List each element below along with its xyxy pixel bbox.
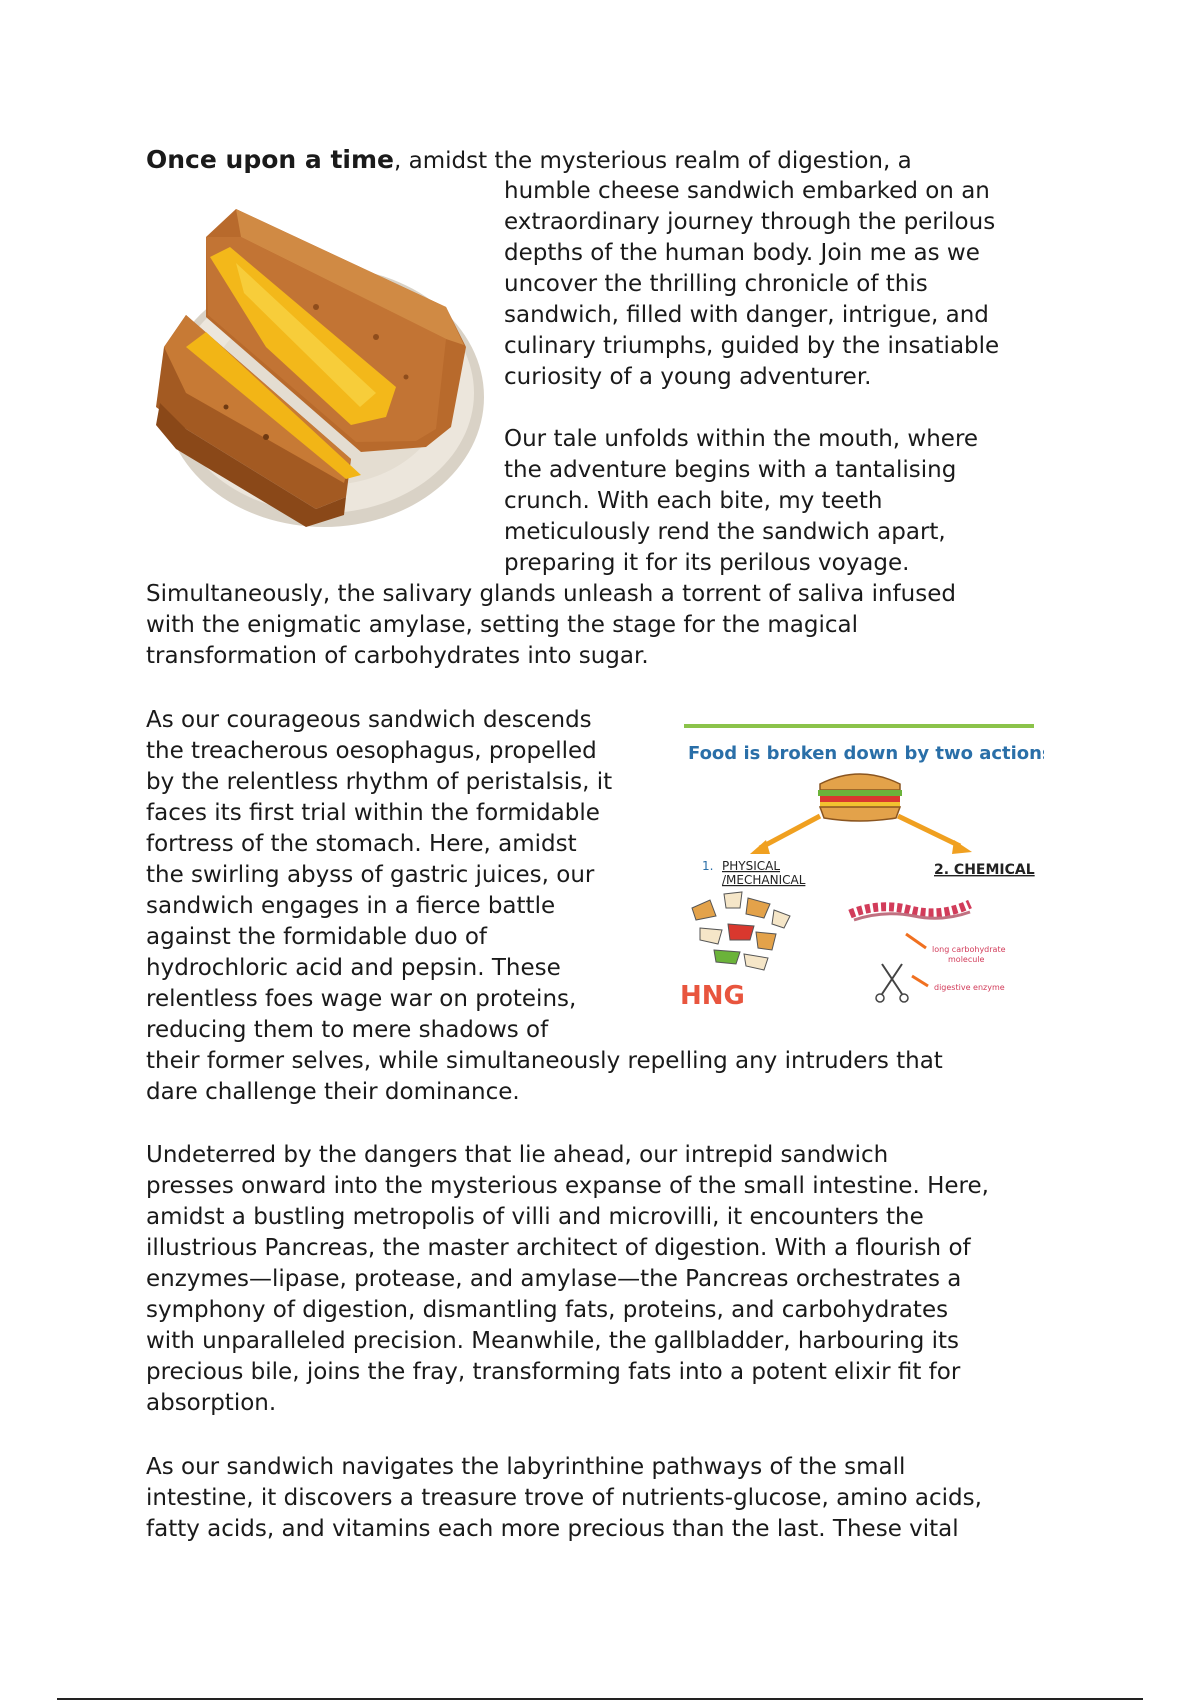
mouth-line: with the enigmatic amylase, setting the stage for the magical: [146, 612, 858, 638]
mouth-line: meticulously rend the sandwich apart,: [504, 519, 946, 545]
intro-first-line: [146, 144, 912, 177]
mouth-line: crunch. With each bite, my teeth: [504, 488, 883, 514]
enzyme-pointer-icon: [912, 976, 928, 986]
diagram-title: Food is broken down by two actions:: [688, 743, 1044, 764]
stomach-line: by the relentless rhythm of peristalsis, it: [146, 769, 613, 795]
intestine-line: symphony of digestion, dismantling fats, proteins, and carbohydrates: [146, 1297, 949, 1323]
intro-line: culinary triumphs, guided by the insatiable: [504, 333, 1000, 359]
mouth-line: Our tale unfolds within the mouth, where: [504, 426, 979, 452]
stomach-line: their former selves, while simultaneously repelling any intruders that: [146, 1048, 943, 1074]
intestine-line: enzymes—lipase, protease, and amylase—the Pancreas orchestrates a: [146, 1266, 962, 1292]
stomach-line: faces its first trial within the formidable: [146, 800, 600, 826]
enzyme-label: digestive enzyme: [934, 983, 1005, 992]
digestion-diagram: [670, 718, 1044, 1018]
intro-line: uncover the thrilling chronicle of this: [504, 271, 928, 297]
stomach-line: against the formidable duo of: [146, 924, 488, 950]
scissors-enzyme-icon: [876, 964, 908, 1002]
intro-line: depths of the human body. Join me as we: [504, 240, 980, 266]
molecule-pointer-icon: [906, 934, 926, 948]
intro-line: extraordinary journey through the perilous: [504, 209, 996, 235]
mouth-line: the adventure begins with a tantalising: [504, 457, 957, 483]
mouth-line: preparing it for its perilous voyage.: [504, 550, 910, 576]
digestion-diagram-figure: [670, 718, 1044, 1018]
carbohydrate-molecule-icon: [850, 904, 970, 920]
arrow-left-icon: [750, 816, 820, 854]
sandwich-photo: [146, 197, 486, 539]
intestine-line: with unparalleled precision. Meanwhile, the gallbladder, harbouring its: [146, 1328, 960, 1354]
intro-line: curiosity of a young adventurer.: [504, 364, 872, 390]
grilled-cheese-sandwich-image: [146, 197, 486, 539]
stomach-line: the treacherous oesophagus, propelled: [146, 738, 597, 764]
nutrients-line: fatty acids, and vitamins each more precious than the last. These vital: [146, 1516, 959, 1542]
stomach-line: hydrochloric acid and pepsin. These: [146, 955, 561, 981]
diagram-top-rule: [684, 724, 1034, 728]
intestine-line: illustrious Pancreas, the master architect of digestion. With a flourish of: [146, 1235, 971, 1261]
intestine-line: presses onward into the mysterious expanse of the small intestine. Here,: [146, 1173, 989, 1199]
intro-lead-rest: , amidst the mysterious realm of digestion, a: [394, 148, 912, 174]
stomach-line: the swirling abyss of gastric juices, our: [146, 862, 595, 888]
stomach-line: As our courageous sandwich descends: [146, 707, 592, 733]
stomach-line: relentless foes wage war on proteins,: [146, 986, 577, 1012]
physical-label-line2: /MECHANICAL: [722, 873, 806, 887]
stomach-line: fortress of the stomach. Here, amidst: [146, 831, 577, 857]
intestine-line: amidst a bustling metropolis of villi and microvilli, it encounters the: [146, 1204, 924, 1230]
physical-number: 1.: [702, 859, 714, 873]
food-pieces-icon: [692, 892, 790, 970]
intestine-line: absorption.: [146, 1390, 277, 1416]
intestine-line: precious bile, joins the fray, transforming fats into a potent elixir fit for: [146, 1359, 961, 1385]
sub-sandwich-icon: [818, 774, 902, 821]
nutrients-line: As our sandwich navigates the labyrinthine pathways of the small: [146, 1454, 906, 1480]
molecule-label-line2: molecule: [948, 955, 985, 964]
stomach-line: dare challenge their dominance.: [146, 1079, 520, 1105]
arrow-right-icon: [898, 816, 972, 854]
intestine-line: Undeterred by the dangers that lie ahead, our intrepid sandwich: [146, 1142, 889, 1168]
chemical-label: 2. CHEMICAL: [934, 862, 1035, 878]
physical-label-line1: PHYSICAL: [722, 859, 781, 873]
stomach-line: sandwich engages in a fierce battle: [146, 893, 556, 919]
mouth-line: transformation of carbohydrates into sugar.: [146, 643, 649, 669]
intro-line: sandwich, filled with danger, intrigue, and: [504, 302, 989, 328]
hng-watermark: HNG: [680, 981, 745, 1011]
molecule-label-line1: long carbohydrate: [932, 945, 1006, 954]
stomach-line: reducing them to mere shadows of: [146, 1017, 549, 1043]
mouth-line: Simultaneously, the salivary glands unleash a torrent of saliva infused: [146, 581, 956, 607]
intro-line: humble cheese sandwich embarked on an: [504, 178, 990, 204]
nutrients-line: intestine, it discovers a treasure trove of nutrients-glucose, amino acids,: [146, 1485, 982, 1511]
intro-lead: Once upon a time: [146, 145, 394, 174]
